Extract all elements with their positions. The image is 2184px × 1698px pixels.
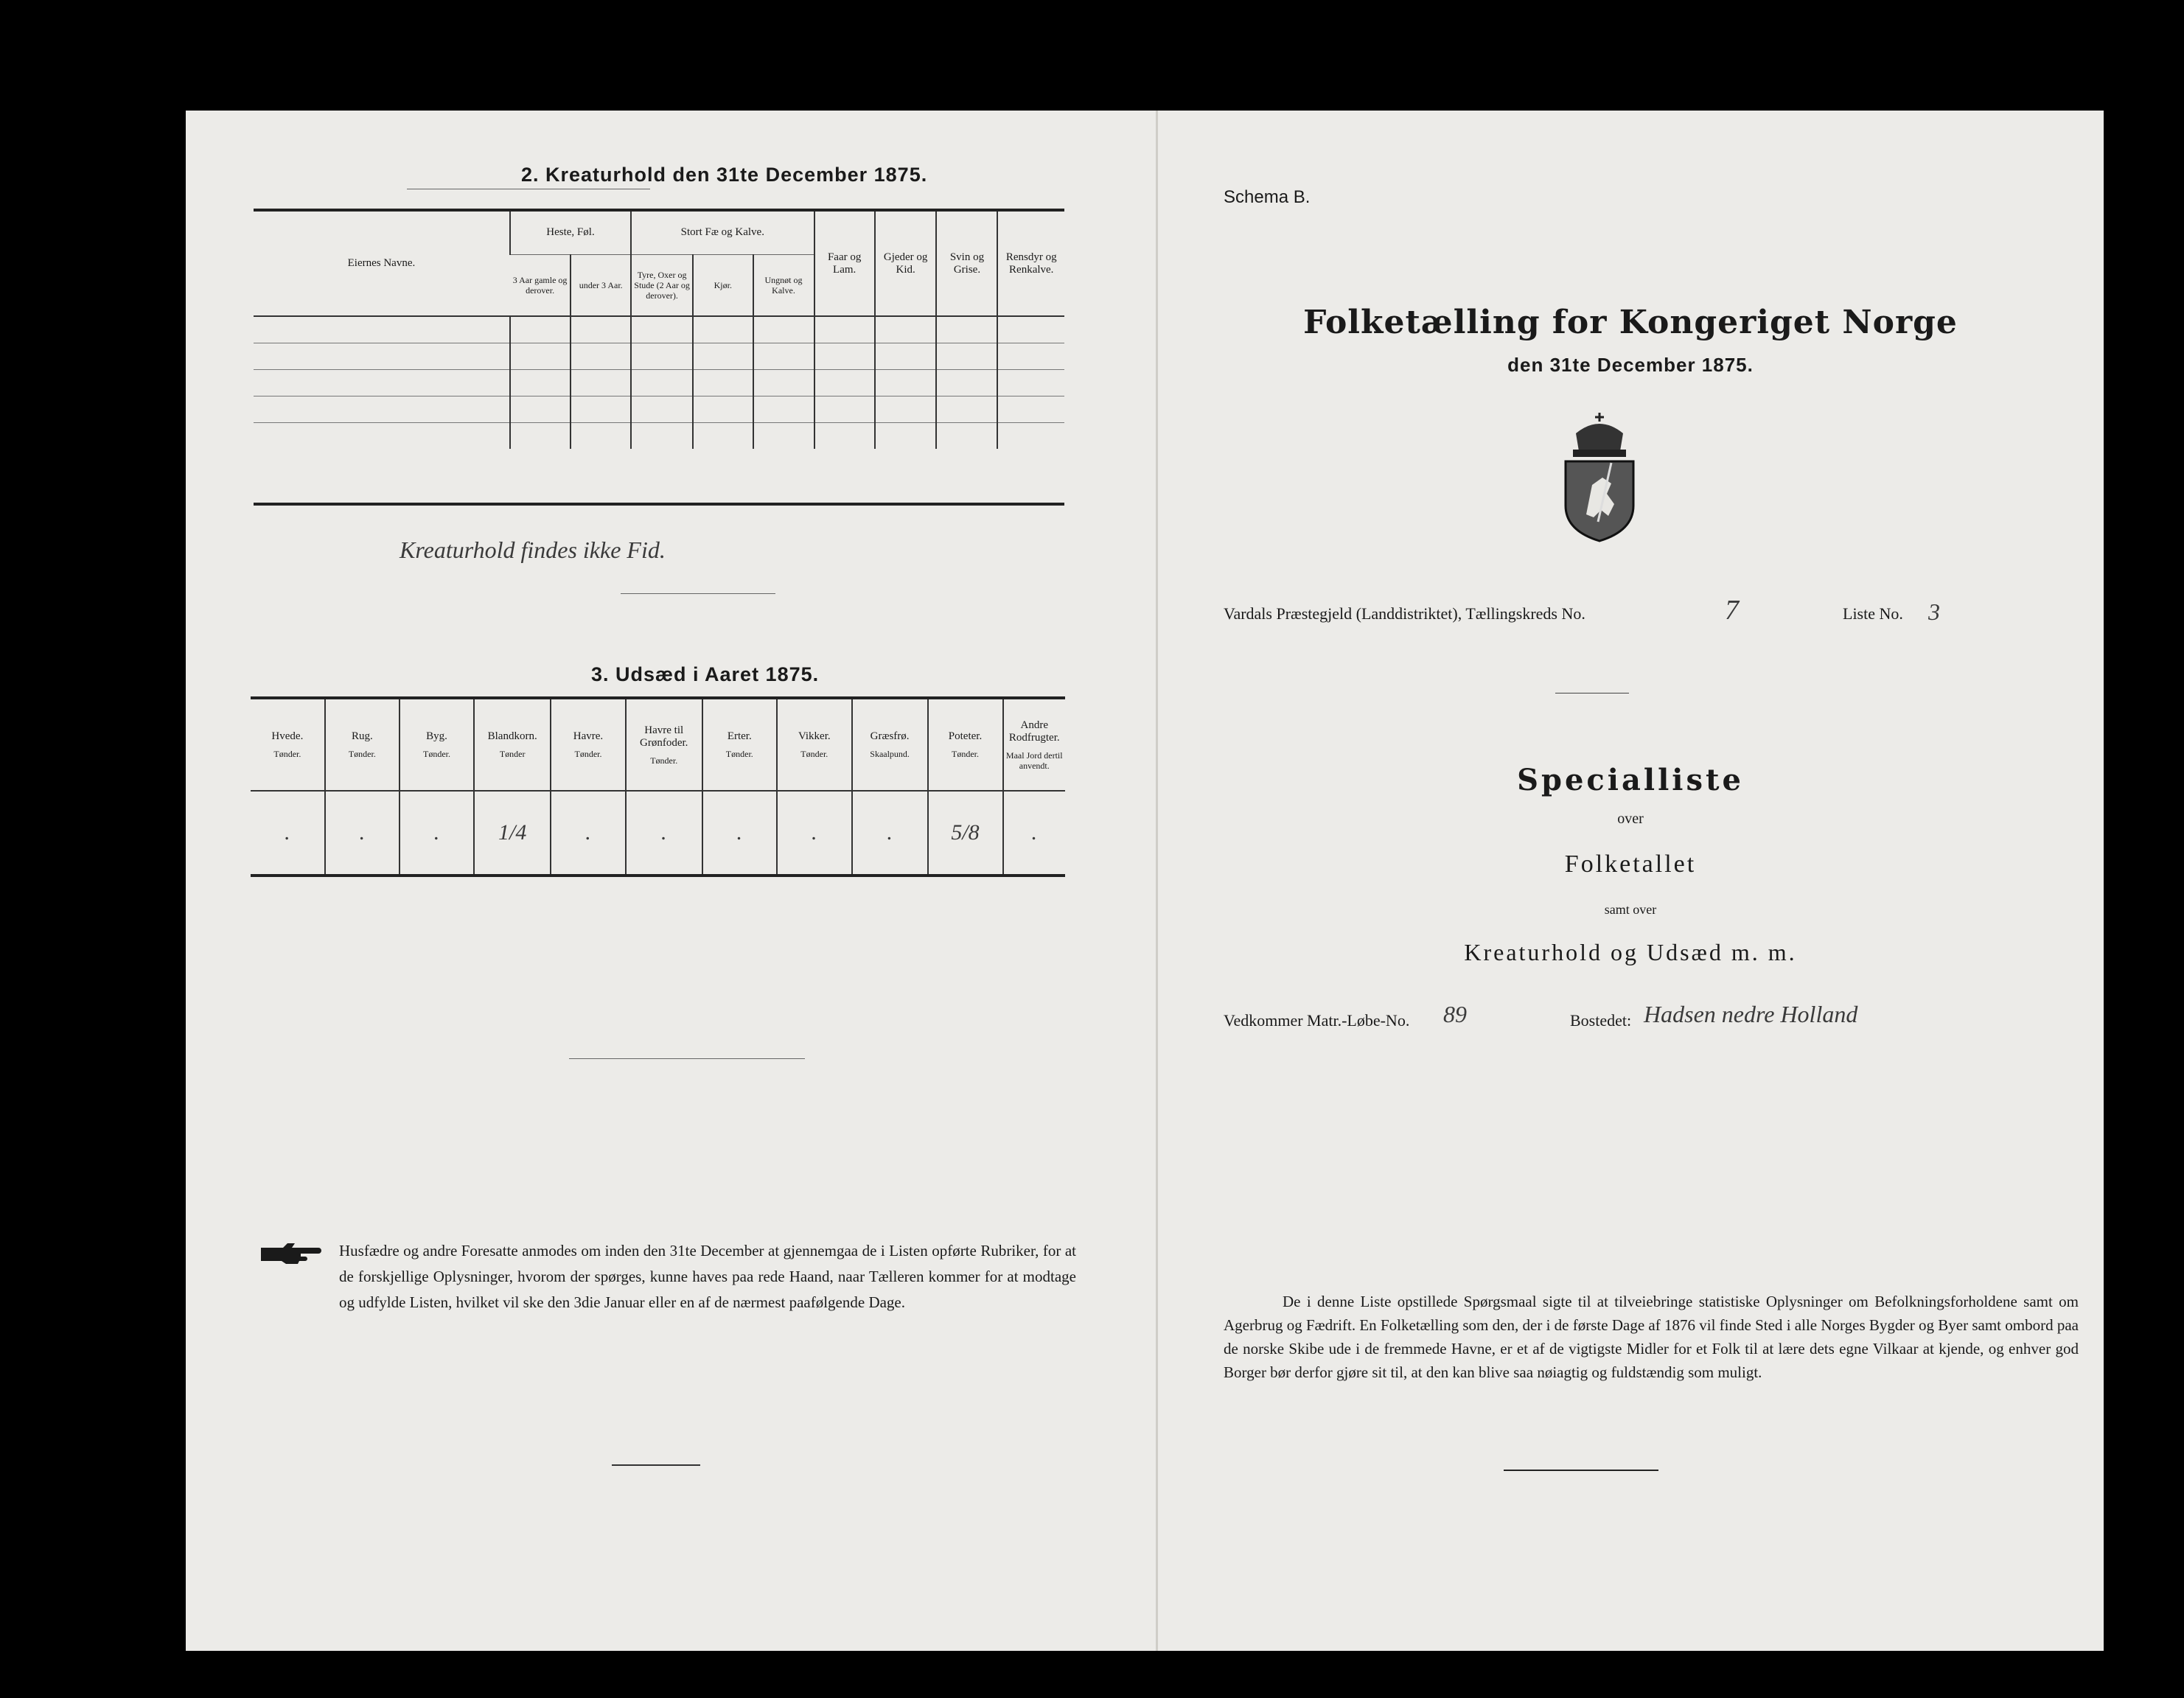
seed-col-name: Blandkorn. [487,730,537,742]
seed-col-header [400,699,474,791]
bosted-value: Hadsen nedre Holland [1644,1001,1858,1027]
seed-col-name: Erter. [727,730,752,742]
seed-col-unit: Tønder. [574,749,602,759]
seed-grid [251,699,1065,874]
seed-value-cell: . [551,791,626,874]
liste-label: Liste No. [1843,604,1903,623]
col-svin: Svin og Grise. [936,212,997,316]
seed-value-cell: 1/4 [474,791,551,874]
pointing-hand-icon [259,1240,323,1265]
col-heste: Heste, Føl. [510,212,631,254]
col-stort: Stort Fæ og Kalve. [631,212,814,254]
seed-col-unit: Tønder. [725,749,753,759]
seed-col-name: Hvede. [271,730,304,742]
seed-col-unit: Tønder [499,749,526,759]
section2-title: 2. Kreaturhold den 31te December 1875. [521,164,928,186]
seed-col-header [1003,699,1065,791]
seed-col-unit: Tønder. [650,755,678,766]
schema-label: Schema B. [1224,187,1311,207]
census-date: den 31te December 1875. [1507,354,1754,376]
seed-value-cell: . [777,791,852,874]
right-page [1157,111,2104,1651]
seed-col-name: Andre Rodfrugter. [1008,719,1060,744]
kreaturhold-title: Kreaturhold og Udsæd m. m. [1464,939,1797,965]
seed-col-name: Vikker. [798,730,831,742]
seed-col-unit: Skaalpund. [870,749,910,759]
seed-col-unit: Tønder. [800,749,828,759]
specialliste-title: Specialliste [1517,763,1744,797]
seed-col-header [928,699,1003,791]
seed-value-cell: 5/8 [928,791,1003,874]
seed-col-name: Byg. [426,730,447,742]
seed-col-name: Havre til Grønfoder. [640,724,688,749]
col-stort-a: Tyre, Oxer og Stude (2 Aar og derover). [631,254,693,316]
t2-handwritten-note: Kreaturhold findes ikke Fid. [400,537,666,563]
seed-col-unit: Tønder. [952,749,980,759]
matr-label: Vedkommer Matr.-Løbe-No. [1224,1011,1410,1030]
col-heste-a: 3 Aar gamle og derover. [510,254,571,316]
left-page [186,111,1157,1651]
seed-col-name: Poteter. [948,730,983,742]
seed-col-header [777,699,852,791]
mid-rule [569,1058,805,1059]
note-rule [621,593,775,594]
col-heste-b: under 3 Aar. [571,254,631,316]
matr-number: 89 [1443,1001,1467,1027]
household-notice: Husfædre og andre Foresatte anmodes om inden den 31te December at gjennemgaa de i Listen opførte Rubriker, for at de forskjellige Oplysninger, hvorom der spørges, kunne haves paa rede Haand, naar Tælleren kommer for at modtage og udfylde Listen, hvilket vil ske den 3die Januar eller en af de nærmest paafølgende Dage. [339,1242,1076,1311]
coat-of-arms-icon [1555,411,1644,544]
seed-col-unit: Tønder. [273,749,301,759]
main-title: Folketælling for Kongeriget Norge [1303,304,1958,341]
samt-over-label: samt over [1604,902,1657,917]
seed-value-cell: . [702,791,777,874]
seed-value-cell: . [325,791,400,874]
seed-col-unit: Tønder. [423,749,450,759]
seed-value-cell: . [626,791,702,874]
seed-col-header [474,699,551,791]
seed-col-name: Rug. [351,730,373,742]
col-gjeder: Gjeder og Kid. [875,212,937,316]
livestock-table [254,212,1064,449]
section3-title: 3. Udsæd i Aaret 1875. [591,663,820,685]
col-faar: Faar og Lam. [814,212,875,316]
seed-col-header [852,699,928,791]
seed-col-unit: Tønder. [348,749,376,759]
seed-col-header [551,699,626,791]
col-stort-b: Kjør. [693,254,753,316]
col-rensdyr: Rensdyr og Renkalve. [997,212,1064,316]
t2-bottom-rule [254,503,1064,506]
seed-col-header [251,699,325,791]
seed-table [251,699,1065,874]
seed-col-header [702,699,777,791]
bottom-rule [612,1464,700,1466]
seed-value-cell: . [400,791,474,874]
seed-value-cell: . [852,791,928,874]
seed-col-header [325,699,400,791]
seed-col-unit: Maal Jord dertil anvendt. [1005,750,1063,771]
footer-rule [1504,1470,1658,1471]
folketallet-title: Folketallet [1564,850,1697,878]
liste-number: 3 [1928,598,1940,625]
col-stort-c: Ungnøt og Kalve. [753,254,814,316]
census-explanation: De i denne Liste opstillede Spørgsmaal sigte til at tilveiebringe statistiske Oplysninger om Befolkningsforholdene samt om Agerbrug og Fædrift. En Folketælling som den, der i de første Dage af 1876 vil finde Sted i alle Norges Bygder og Byer samt ombord paa de norske Skibe ude i de fremmede Havne, er et af de vigtigste Midler for et Folk til at lære dets egne Vilkaar at kjende, og enhver god Borger bør derfor gjøre sit til, at den kan blive saa nøiagtig og fuldstændig som muligt. [1224,1293,2079,1381]
seed-col-name: Græsfrø. [870,730,910,742]
bosted-label: Bostedet: [1570,1011,1632,1030]
over-label: over [1617,811,1644,827]
seed-col-name: Havre. [573,730,604,742]
seed-value-cell: . [1003,791,1065,874]
parish-label: Vardals Præstegjeld (Landdistriktet), Tællingskreds No. [1224,604,1585,623]
seed-value-cell: . [285,820,290,845]
kreds-number: 7 [1725,595,1739,626]
col-eiernes: Eiernes Navne. [347,257,416,269]
t3-bottom-rule [251,874,1065,877]
seed-col-header [626,699,702,791]
